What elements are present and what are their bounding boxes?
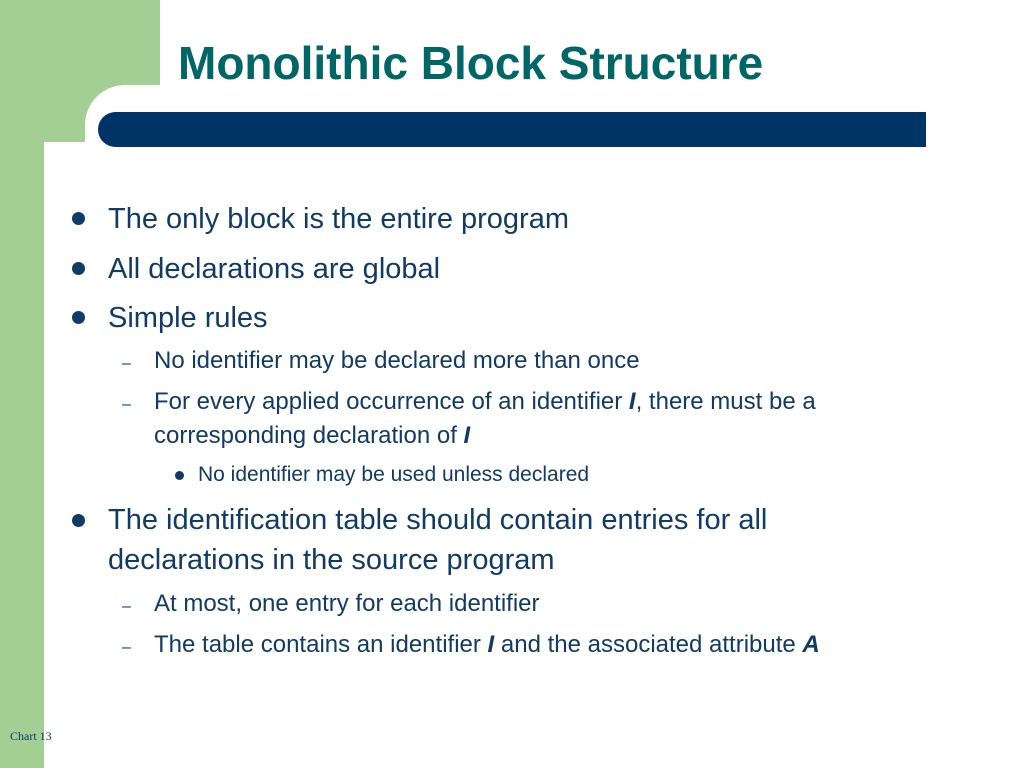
sub-bullet-4 [154,631,820,660]
sub-bullet-3: At most, one entry for each identifier [154,590,540,617]
sub-bullet-2-text-a: For every applied occurrence of an identifier [154,388,629,415]
sub-bullet-2-text-b: , there must be a [635,388,816,415]
sub-bullet-2-line-2 [154,422,470,451]
sub-bullet-1: No identifier may be declared more than once [154,347,640,374]
slide-footer: Chart 13 [10,729,52,743]
bullet-dot-icon [72,262,85,275]
bullet-dot-icon [72,311,85,324]
attribute-var: A [802,631,820,658]
identifier-var: I [463,422,471,449]
identifier-var: I [628,388,636,415]
bullet-3: Simple rules [108,302,268,334]
bullet-4-line-1: The identification table should contain entries for all [108,504,768,536]
dash-icon: – [122,639,131,656]
bullet-2: All declarations are global [108,253,441,285]
slide-title: Monolithic Block Structure [178,37,764,89]
dash-icon: – [122,396,131,413]
dash-icon: – [122,598,131,615]
bullet-dot-icon [72,212,85,225]
sub-bullet-2-line-1 [154,388,816,417]
sub-bullet-4-text-b: and the associated attribute [494,631,803,658]
bullet-dot-icon [175,471,184,480]
bullet-1: The only block is the entire program [108,203,569,235]
sub-bullet-2-text-c: corresponding declaration of [154,422,464,449]
sub-bullet-4-text-a: The table contains an identifier [154,631,488,658]
sub-sub-bullet-1: No identifier may be used unless declared [198,463,590,486]
identifier-var: I [487,631,495,658]
bullet-4-line-2: declarations in the source program [108,544,555,576]
bullet-dot-icon [72,514,85,527]
dash-icon: – [122,355,131,372]
